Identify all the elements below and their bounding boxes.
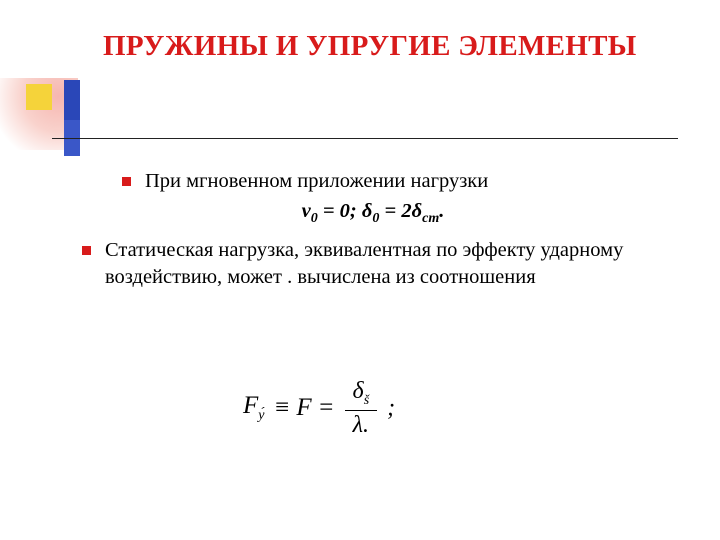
formula-eq2: = 2 bbox=[379, 200, 412, 222]
slide-body bbox=[60, 168, 700, 291]
fraction-numerator bbox=[345, 378, 378, 410]
list-item bbox=[82, 237, 700, 291]
decorative-blue-bar-dark bbox=[64, 80, 80, 120]
formula-identity-sign: ≡ bbox=[273, 394, 291, 422]
formula-period: . bbox=[439, 200, 445, 222]
formula-lhs-main: F bbox=[243, 392, 259, 420]
bullet-text-1: При мгновенном приложении нагрузки bbox=[145, 170, 489, 192]
formula-eq1: = 0; bbox=[317, 200, 362, 222]
numerator-symbol: δ bbox=[352, 378, 364, 404]
fraction-denominator bbox=[345, 411, 377, 439]
denominator-dot: . bbox=[363, 411, 370, 438]
decorative-yellow-square bbox=[26, 84, 52, 110]
formula-rhs-main: F bbox=[296, 394, 312, 422]
formula-lhs-sub: у́ bbox=[258, 408, 265, 424]
formula-delta: δ bbox=[361, 200, 373, 222]
inline-formula bbox=[46, 197, 700, 233]
list-item bbox=[122, 168, 700, 195]
formula-v-sub: 0 bbox=[310, 211, 318, 227]
display-formula bbox=[243, 378, 395, 439]
numerator-sub: š bbox=[363, 392, 370, 408]
denominator-symbol: λ bbox=[352, 411, 364, 438]
formula-delta-sub: 0 bbox=[372, 211, 380, 227]
formula-terminator: ; bbox=[387, 394, 396, 421]
decorative-corner-graphic bbox=[0, 0, 140, 160]
formula-delta2: δ bbox=[411, 200, 423, 222]
decorative-fade-block bbox=[0, 78, 78, 150]
slide-title: ПРУЖИНЫ И УПРУГИЕ ЭЛЕМЕНТЫ bbox=[103, 30, 637, 62]
formula-v: v bbox=[301, 200, 311, 222]
formula-delta2-sub: ст bbox=[422, 211, 440, 227]
bullet-text-2: Статическая нагрузка, эквивалентная по эффекту ударному воздействию, может . вычислена из соотношения bbox=[105, 239, 624, 289]
title-divider bbox=[52, 138, 678, 139]
formula-fraction bbox=[345, 378, 378, 439]
formula-equals-sign: = bbox=[317, 394, 335, 422]
square-bullet-icon bbox=[82, 246, 91, 255]
decorative-blue-bar bbox=[64, 80, 80, 156]
formula-lhs bbox=[243, 392, 268, 424]
square-bullet-icon bbox=[122, 177, 131, 186]
